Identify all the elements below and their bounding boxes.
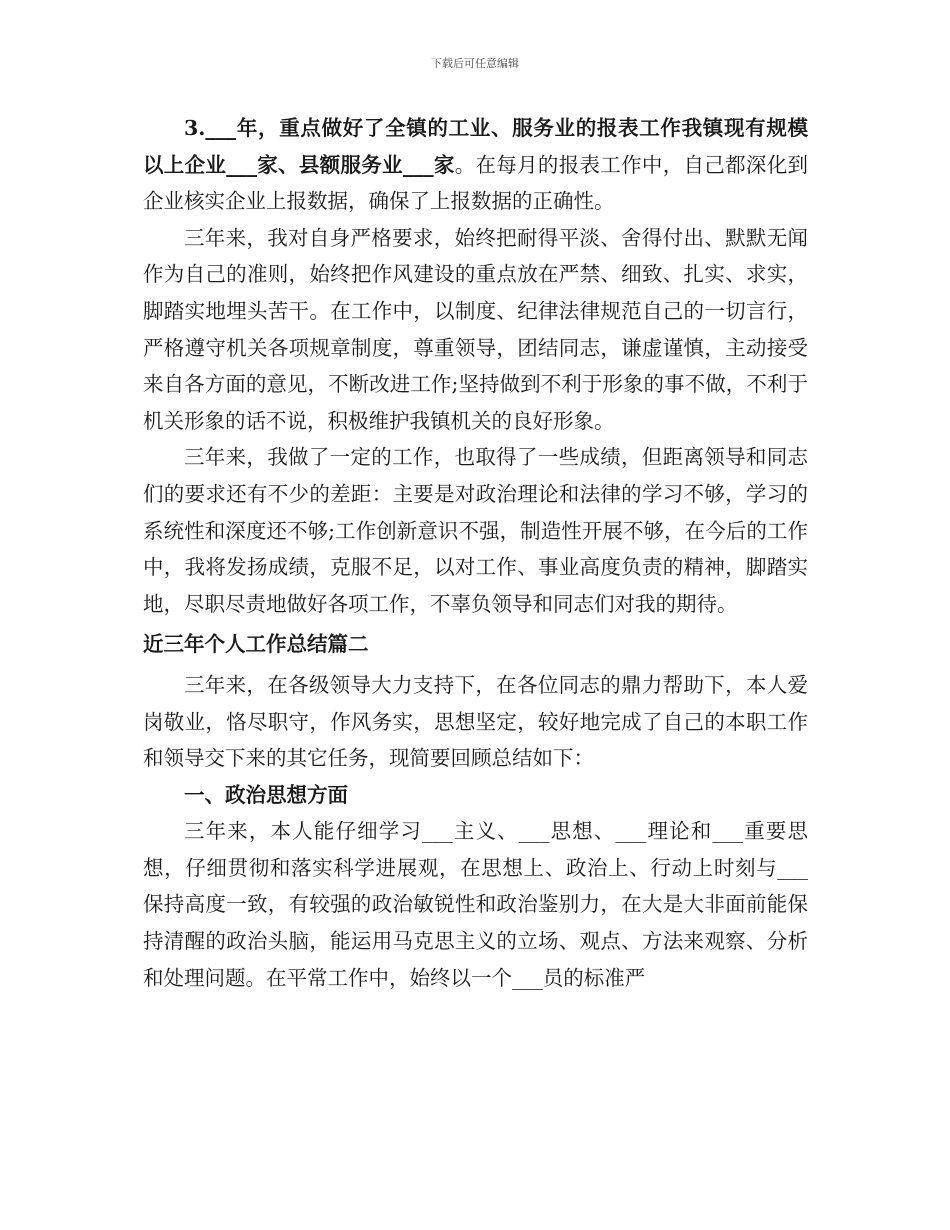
paragraph-4: 三年来，在各级领导大力支持下，在各位同志的鼎力帮助下，本人爱岗敬业，恪尽职守，作风务实，思想坚定，较好地完成了自己的本职工作和领导交下来的其它任务，现简要回顾总结如下： <box>143 672 808 771</box>
paragraph-1-rest: 。在每月的报表工作中，自己都深化到企业核实企业上报数据，确保了上报数据的正确性。 <box>143 152 809 214</box>
page-header: 下载后可任意编辑 <box>431 57 519 70</box>
paragraph-2: 三年来，我对自身严格要求，始终把耐得平淡、舍得付出、默默无闻作为自己的准则，始终把作风建设的重点放在严禁、细致、扎实、求实，脚踏实地埋头苦干。在工作中，以制度、纪律法律规范自己的一切言行，严格遵守机关各项规章制度，尊重领导，团结同志，谦虚谨慎，主动接受来自各方面的意见，不断改进工作;坚持做到不利于形象的事不做，不利于机关形象的话不说，积极维护我镇机关的良好形象。 <box>143 225 808 433</box>
paragraph-1 <box>143 110 808 220</box>
paragraph-3: 三年来，我做了一定的工作，也取得了一些成绩，但距离领导和同志们的要求还有不少的差距：主要是对政治理论和法律的学习不够，学习的系统性和深度还不够;工作创新意识不强，制造性开展不够，在今后的工作中，我将发扬成绩，克服不足，以对工作、事业高度负责的精神，脚踏实地，尽职尽责地做好各项工作，不辜负领导和同志们对我的期待。 <box>143 445 808 616</box>
section-heading: 近三年个人工作总结篇二 <box>143 632 369 657</box>
document-body <box>143 110 808 996</box>
subsection-heading: 一、政治思想方面 <box>184 782 348 807</box>
paragraph-5: 三年来，本人能仔细学习___主义、___思想、___理论和___重要思想，仔细贯彻和落实科学进展观，在思想上、政治上、行动上时刻与___保持高度一致，有较强的政治敏锐性和政治鉴别力，在大是大非面前能保持清醒的政治头脑，能运用马克思主义的立场、观点、方法来观察、分析和处理问题。在平常工作中，始终以一个___员的标准严 <box>143 819 808 990</box>
paragraph-1-bold: 3.___年，重点做好了全镇的工业、服务业的报表工作我镇现有规模以上企业___家、县额服务业___家 <box>143 116 808 177</box>
